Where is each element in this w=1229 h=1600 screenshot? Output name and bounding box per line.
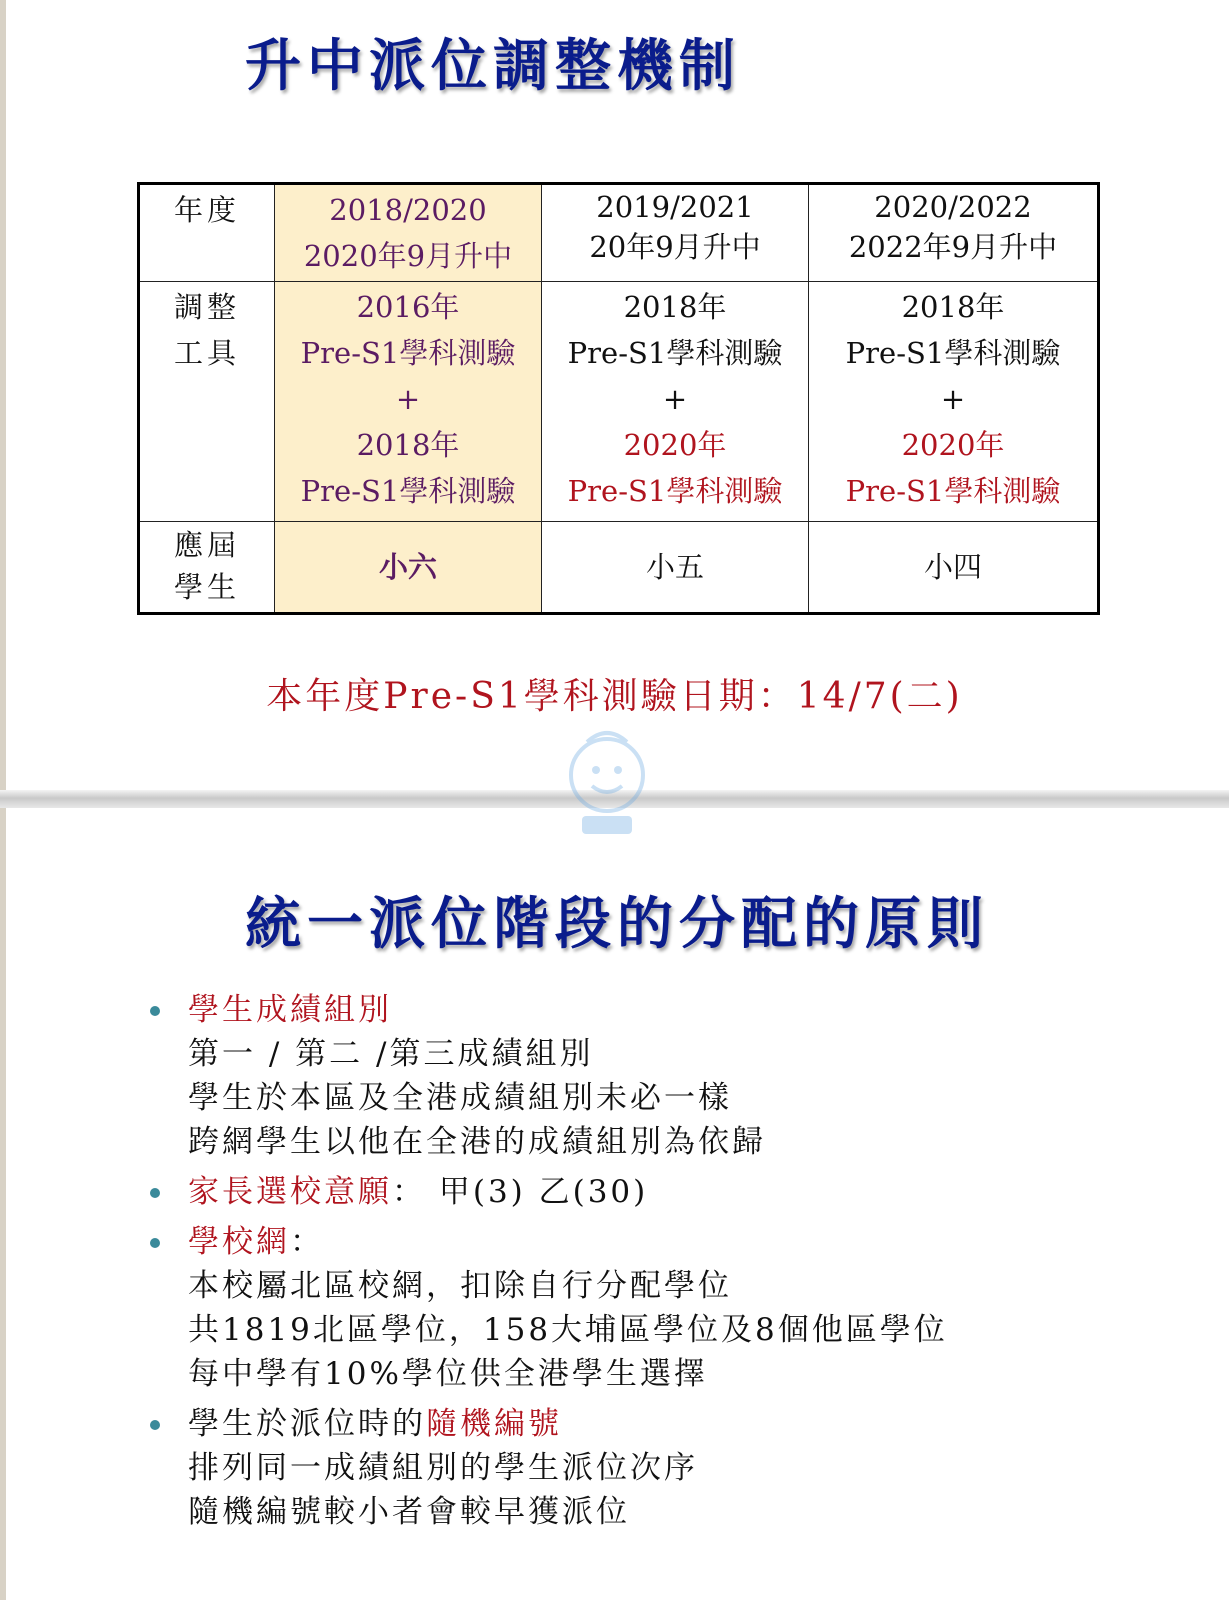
- bullet-heading: 學生成績組別: [188, 992, 392, 1028]
- row-header-tool: [139, 282, 275, 522]
- test-name: Pre-S1學科測驗: [845, 336, 1061, 370]
- bullet-line: 第一 / 第二 /第三成績組別: [188, 1036, 594, 1072]
- watermark-logo-icon: [552, 720, 662, 850]
- year-range: 2018/2020: [329, 193, 487, 227]
- table-row-tool: [139, 282, 1099, 522]
- row-header-label: 學生: [173, 570, 240, 604]
- cell-year-col2: [542, 184, 809, 282]
- test-year: 2018年: [901, 290, 1005, 324]
- year-range: 2020/2022: [874, 190, 1032, 224]
- test-year: 2020年: [901, 428, 1005, 462]
- bullet-heading: 家長選校意願: [188, 1174, 392, 1210]
- cell-year-col1: [275, 184, 542, 282]
- table-row-year: [139, 184, 1099, 282]
- principles-list: [150, 988, 948, 1540]
- row-header-label: 年度: [173, 193, 240, 227]
- row-header-student: [139, 522, 275, 614]
- entry-date: 2022年9月升中: [848, 230, 1058, 264]
- bullet-line: 隨機編號較小者會較早獲派位: [188, 1494, 630, 1530]
- cell-student-col1: 小六: [275, 522, 542, 614]
- list-item: [150, 1220, 948, 1396]
- row-header-label: 工具: [173, 336, 240, 370]
- row-header-label: 調整: [173, 290, 240, 324]
- bullet-line: 每中學有10%學位供全港學生選擇: [188, 1356, 708, 1392]
- table-row-student: [139, 522, 1099, 614]
- bullet-line: 本校屬北區校網，扣除自行分配學位: [188, 1268, 732, 1304]
- bullet-line: 排列同一成績組別的學生派位次序: [188, 1450, 698, 1486]
- entry-date: 2020年9月升中: [303, 239, 513, 273]
- bullet-line: 共1819北區學位，158大埔區學位及8個他區學位: [188, 1312, 948, 1348]
- cell-year-col3: [809, 184, 1099, 282]
- list-item: [150, 988, 948, 1164]
- list-item: [150, 1170, 948, 1214]
- cell-student-col2: 小五: [542, 522, 809, 614]
- bullet-line: 跨網學生以他在全港的成績組別為依歸: [188, 1124, 766, 1160]
- plus-sign: +: [662, 382, 688, 416]
- test-name: Pre-S1學科測驗: [845, 474, 1061, 508]
- plus-sign: +: [395, 382, 421, 416]
- bullet-tail: ：: [290, 1224, 324, 1260]
- bullet-prefix: 學生於派位時的: [188, 1406, 426, 1442]
- list-item: [150, 1402, 948, 1534]
- bullet-dot-icon: [150, 1188, 160, 1198]
- test-year: 2020年: [623, 428, 727, 462]
- adjustment-table: [137, 182, 1100, 615]
- row-header-label: 應屆: [173, 528, 240, 562]
- test-year: 2018年: [356, 428, 460, 462]
- test-name: Pre-S1學科測驗: [567, 474, 783, 508]
- exam-date-note: 本年度Pre-S1學科測驗日期：14/7(二): [266, 676, 963, 717]
- slide-2-title: 統一派位階段的分配的原則: [245, 891, 989, 957]
- bullet-dot-icon: [150, 1238, 160, 1248]
- test-name: Pre-S1學科測驗: [300, 474, 516, 508]
- test-year: 2018年: [623, 290, 727, 324]
- page-edge: [0, 808, 6, 1600]
- entry-date: 20年9月升中: [589, 230, 761, 264]
- slide-1-title: 升中派位調整機制: [245, 33, 741, 99]
- test-name: Pre-S1學科測驗: [567, 336, 783, 370]
- test-year: 2016年: [356, 290, 460, 324]
- bullet-dot-icon: [150, 1420, 160, 1430]
- cell-tool-col2: [542, 282, 809, 522]
- cell-tool-col3: [809, 282, 1099, 522]
- plus-sign: +: [940, 382, 966, 416]
- cell-tool-col1: [275, 282, 542, 522]
- bullet-line: 學生於本區及全港成績組別未必一樣: [188, 1080, 732, 1116]
- bullet-tail: ： 甲(3) 乙(30): [392, 1174, 649, 1210]
- test-name: Pre-S1學科測驗: [300, 336, 516, 370]
- year-range: 2019/2021: [596, 190, 754, 224]
- bullet-dot-icon: [150, 1006, 160, 1016]
- row-header-year: [139, 184, 275, 282]
- bullet-heading: 隨機編號: [426, 1406, 562, 1442]
- cell-student-col3: 小四: [809, 522, 1099, 614]
- bullet-heading: 學校網: [188, 1224, 290, 1260]
